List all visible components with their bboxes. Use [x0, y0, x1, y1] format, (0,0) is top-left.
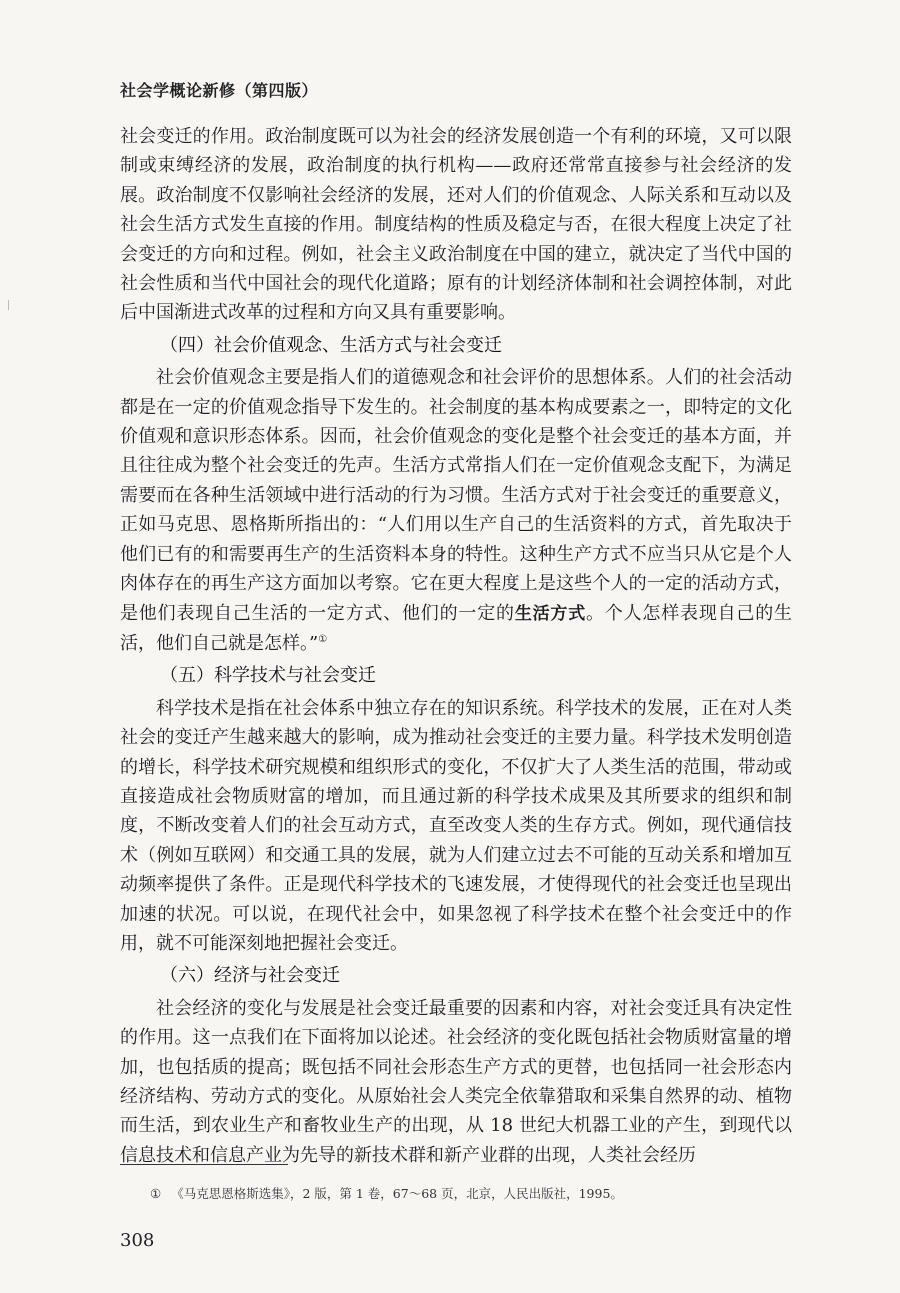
running-head-title: 社会学概论新修（第四版） [120, 81, 319, 100]
page-number: 308 [120, 1230, 155, 1251]
section-heading-economy: （六）经济与社会变迁 [160, 965, 340, 987]
section-heading-values-lifestyle: （四）社会价值观念、生活方式与社会变迁 [160, 334, 502, 356]
footnote-divider [120, 1164, 288, 1165]
scan-edge-mark [8, 300, 9, 310]
paragraph-values-lifestyle [120, 363, 792, 658]
section-heading-science-technology: （五）科学技术与社会变迁 [160, 665, 376, 687]
paragraph-science-technology: 科学技术是指在社会体系中独立存在的知识系统。科学技术的发展，正在对人类社会的变迁产生越来越大的影响，成为推动社会变迁的主要力量。科学技术发明创造的增长，科学技术研究规模和组织形式的变化，不仅扩大了人类生活的范围，带动或直接造成社会物质财富的增加，而且通过新的科学技术成果及其所要求的组织和制度，不断改变着人们的社会互动方式，直至改变人类的生存方式。例如，现代通信技术（例如互联网）和交通工具的发展，就为人们建立过去不可能的互动关系和增加互动频率提供了条件。正是现代科学技术的飞速发展，才使得现代的社会变迁也呈现出加速的状况。可以说，在现代社会中，如果忽视了科学技术在整个社会变迁中的作用，就不可能深刻地把握社会变迁。 [120, 697, 792, 954]
body-text [120, 122, 792, 1170]
footnote-text: 《马克思恩格斯选集》，2 版，第 1 卷，67～68 页，北京，人民出版社，1995。 [171, 1186, 623, 1201]
paragraph-economy: 社会经济的变化与发展是社会变迁最重要的因素和内容，对社会变迁具有决定性的作用。这一点我们在下面将加以论述。社会经济的变化既包括社会物质财富量的增加，也包括质的提高；既包括不同社会形态生产方式的更替，也包括同一社会形态内经济结构、劳动方式的变化。从原始社会人类完全依靠猎取和采集自然界的动、植物而生活，到农业生产和畜牧业生产的出现，从 18 世纪大机器工业的产生，到现代以信息技术和信息产业为先导的新技术群和新产业群的出现，人类社会经历 [120, 997, 792, 1166]
footnote-reference[interactable]: ① [318, 633, 328, 645]
paragraph-political-system: 社会变迁的作用。政治制度既可以为社会的经济发展创造一个有利的环境，又可以限制或束缚经济的发展，政治制度的执行机构——政府还常常直接参与社会经济的发展。政治制度不仅影响社会经济的发展，还对人们的价值观念、人际关系和互动以及社会生活方式发生直接的作用。制度结构的性质及稳定与否，在很大程度上决定了社会变迁的方向和过程。例如，社会主义政治制度在中国的建立，就决定了当代中国的社会性质和当代中国社会的现代化道路；原有的计划经济体制和社会调控体制，对此后中国渐进式改革的过程和方向又具有重要影响。 [120, 126, 792, 324]
paragraph-values-text-end: 。个人怎样表现自己的生活，他们自己就是怎样。” [120, 602, 793, 654]
footnote-mark: ① [150, 1186, 162, 1201]
footnote [150, 1184, 623, 1202]
paragraph-values-text: 社会价值观念主要是指人们的道德观念和社会评价的思想体系。人们的社会活动都是在一定的价值观念指导下发生的。社会制度的基本构成要素之一，即特定的文化价值观和意识形态体系。因而，社会价值观念的变化是整个社会变迁的基本方面，并且往往成为整个社会变迁的先声。生活方式常指人们在一定价值观念支配下，为满足需要而在各种生活领域中进行活动的行为习惯。生活方式对于社会变迁的重要意义，正如马克思、恩格斯所指出的：“人们用以生产自己的生活资料的方式，首先取决于他们已有的和需要再生产的生活资料本身的特性。这种生产方式不应当只从它是个人肉体存在的再生产这方面加以考察。它在更大程度上是这些个人的一定的活动方式，是他们表现自己生活的一定方式、他们的一定的 [120, 367, 792, 624]
emphasis-lifestyle: 生活方式 [514, 603, 587, 624]
